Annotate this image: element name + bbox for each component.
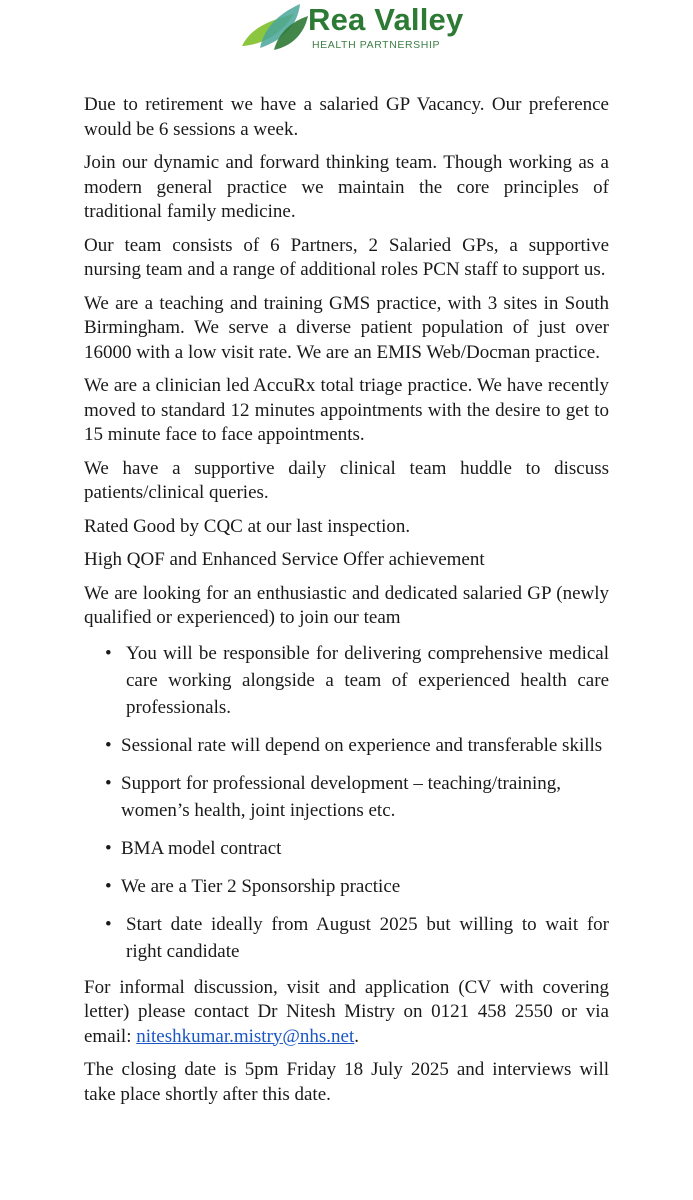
list-item-text: Support for professional development – teaching/training, women’s health, joint injections etc. — [121, 772, 562, 821]
list-item — [84, 835, 609, 862]
contact-end: . — [354, 1025, 360, 1047]
list-item-text: You will be responsible for delivering comprehensive medical care working alongside a team of experienced health care professionals. — [126, 642, 609, 718]
bullet-icon: • — [105, 837, 112, 859]
list-item — [84, 770, 609, 824]
logo-subtitle: HEALTH PARTNERSHIP — [312, 39, 441, 51]
list-item-text: BMA model contract — [121, 837, 282, 859]
paragraph-retirement: Due to retirement we have a salaried GP Vacancy. Our preference would be 6 sessions a week. — [84, 94, 609, 140]
list-item — [84, 640, 609, 721]
paragraph-team-intro: Join our dynamic and forward thinking team. Though working as a modern general practice we maintain the core principles of traditional family medicine. — [84, 152, 609, 222]
contact-text: For informal discussion, visit and application (CV with covering letter) please contact Dr Nitesh Mistry on 0121 458 2550 or via email: — [84, 976, 609, 1047]
paragraph-cqc: Rated Good by CQC at our last inspection. — [84, 515, 411, 537]
list-item-text: Sessional rate will depend on experience and transferable skills — [121, 734, 603, 756]
bullet-icon: • — [105, 734, 112, 756]
list-item — [84, 911, 609, 965]
bullet-icon: • — [105, 875, 112, 897]
benefits-list — [84, 640, 609, 965]
email-link[interactable]: niteshkumar.mistry@nhs.net — [136, 1025, 355, 1047]
bullet-icon: • — [105, 642, 112, 664]
rea-valley-logo — [238, 0, 468, 56]
bullet-icon: • — [105, 913, 112, 935]
paragraph-huddle: We have a supportive daily clinical team huddle to discuss patients/clinical queries. — [84, 457, 609, 503]
paragraph-qof: High QOF and Enhanced Service Offer achievement — [84, 549, 485, 570]
bullet-icon: • — [105, 772, 112, 794]
list-item-text: Start date ideally from August 2025 but willing to wait for right candidate — [126, 913, 609, 962]
advert-body — [84, 93, 609, 1116]
paragraph-contact — [84, 976, 609, 1050]
paragraph-closing-date: The closing date is 5pm Friday 18 July 2025 and interviews will take place shortly after this date. — [84, 1059, 609, 1105]
leaf-logo-icon — [238, 0, 310, 52]
paragraph-team-composition: Our team consists of 6 Partners, 2 Salaried GPs, a supportive nursing team and a range of additional roles PCN staff to support us. — [84, 234, 609, 280]
list-item — [84, 732, 609, 759]
logo-title: Rea Valley — [308, 2, 464, 37]
paragraph-looking-for: We are looking for an enthusiastic and dedicated salaried GP (newly qualified or experienced) to join our team — [84, 582, 609, 628]
list-item-text: We are a Tier 2 Sponsorship practice — [121, 875, 401, 897]
paragraph-triage: We are a clinician led AccuRx total triage practice. We have recently moved to standard 12 minutes appointments with the desire to get to 15 minute face to face appointments. — [84, 375, 609, 445]
list-item — [84, 873, 609, 900]
paragraph-practice-info: We are a teaching and training GMS practice, with 3 sites in South Birmingham. We serve a diverse patient population of just over 16000 with a low visit rate. We are an EMIS Web/Docman practice. — [84, 292, 609, 363]
